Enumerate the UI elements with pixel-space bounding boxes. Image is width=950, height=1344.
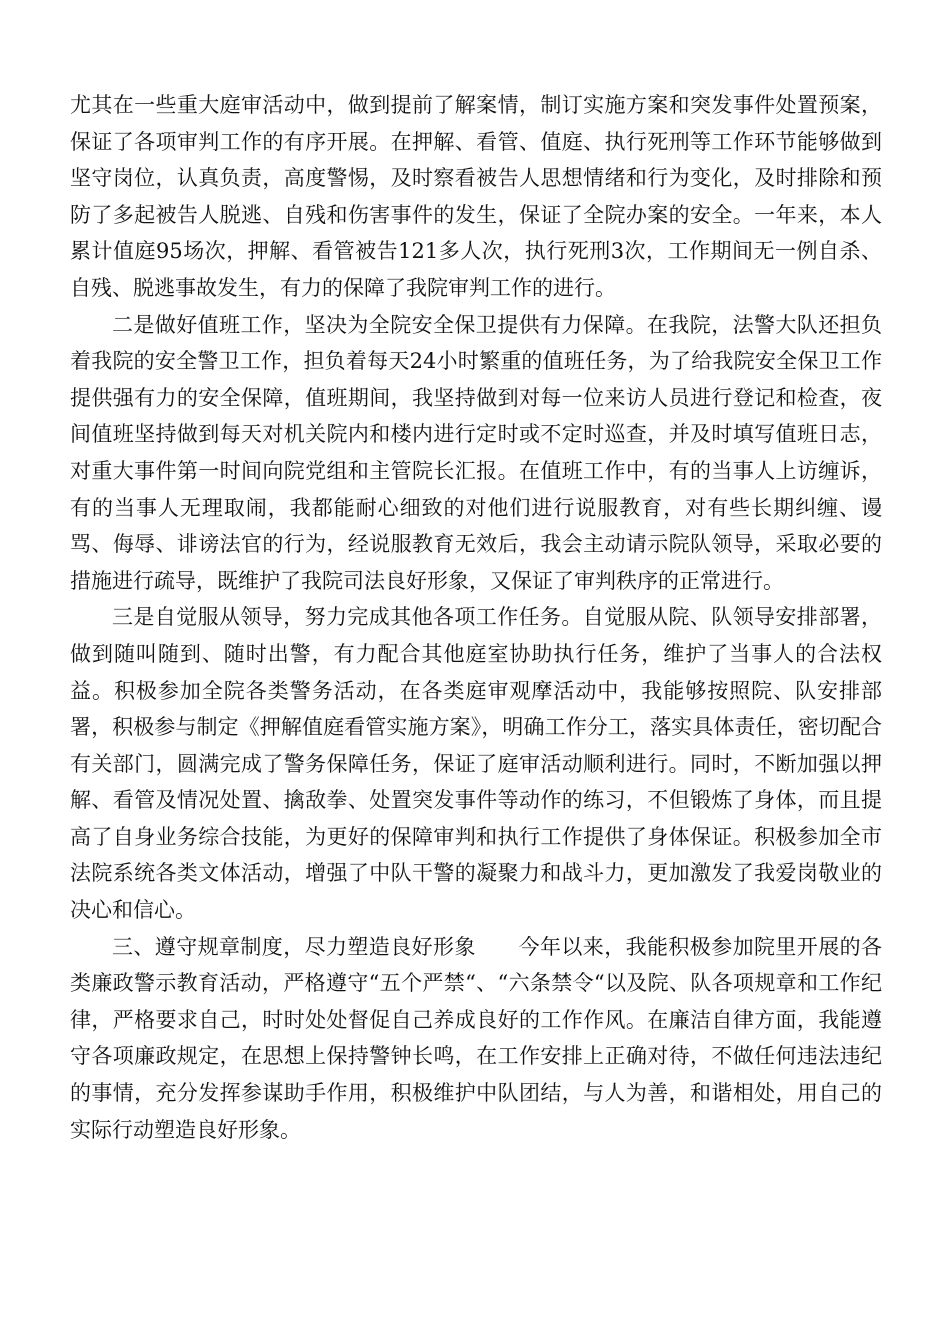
paragraph-other-tasks: 三是自觉服从领导，努力完成其他各项工作任务。自觉服从院、队领导安排部署，做到随叫随到、随时出警，有力配合其他庭室协助执行任务，维护了当事人的合法权益。积极参加全院各类警务活动，在各类庭审观摩活动中，我能够按照院、队安排部署，积极参与制定《押解值庭看管实施方案》，明确工作分工，落实具体责任，密切配合有关部门，圆满完成了警务保障任务，保证了庭审活动顺利进行。同时，不断加强以押解、看管及情况处置、擒敌拳、处置突发事件等动作的练习，不但锻炼了身体，而且提高了自身业务综合技能，为更好的保障审判和执行工作提供了身体保证。积极参加全市法院系统各类文体活动，增强了中队干警的凝聚力和战斗力，更加激发了我爱岗敬业的决心和信心。 — [70, 605, 882, 923]
paragraph-regulations: 三、遵守规章制度，尽力塑造良好形象 今年以来，我能积极参加院里开展的各类廉政警示教育活动，严格遵守“五个严禁“、“六条禁令“以及院、队各项规章和工作纪律，严格要求自己，时时处处督促自己养成良好的工作作风。在廉洁自律方面，我能遵守各项廉政规定，在思想上保持警钟长鸣，在工作安排上正确对待，不做任何违法违纪的事情，充分发挥参谋助手作用，积极维护中队团结，与人为善，和谐相处，用自己的实际行动塑造良好形象。 — [70, 934, 882, 1142]
paragraph-duty-work: 二是做好值班工作，坚决为全院安全保卫提供有力保障。在我院，法警大队还担负着我院的安全警卫工作，担负着每天24小时繁重的值班任务，为了给我院安全保卫工作提供强有力的安全保障，值班期间，我坚持做到对每一位来访人员进行登记和检查，夜间值班坚持做到每天对机关院内和楼内进行定时或不定时巡查，并及时填写值班日志，对重大事件第一时间向院党组和主管院长汇报。在值班工作中，有的当事人上访缠诉，有的当事人无理取闹，我都能耐心细致的对他们进行说服教育，对有些长期纠缠、谩骂、侮辱、诽谤法官的行为，经说服教育无效后，我会主动请示院队领导，采取必要的措施进行疏导，既维护了我院司法良好形象，又保证了审判秩序的正常进行。 — [70, 312, 882, 593]
paragraph-case-work: 尤其在一些重大庭审活动中，做到提前了解案情，制订实施方案和突发事件处置预案，保证了各项审判工作的有序开展。在押解、看管、值庭、执行死刑等工作环节能够做到坚守岗位，认真负责，高度警惕，及时察看被告人思想情绪和行为变化，及时排除和预防了多起被告人脱逃、自残和伤害事件的发生，保证了全院办案的安全。一年来，本人累计值庭95场次，押解、看管被告121多人次，执行死刑3次，工作期间无一例自杀、自残、脱逃事故发生，有力的保障了我院审判工作的进行。 — [70, 93, 882, 300]
document-body — [70, 87, 882, 1148]
